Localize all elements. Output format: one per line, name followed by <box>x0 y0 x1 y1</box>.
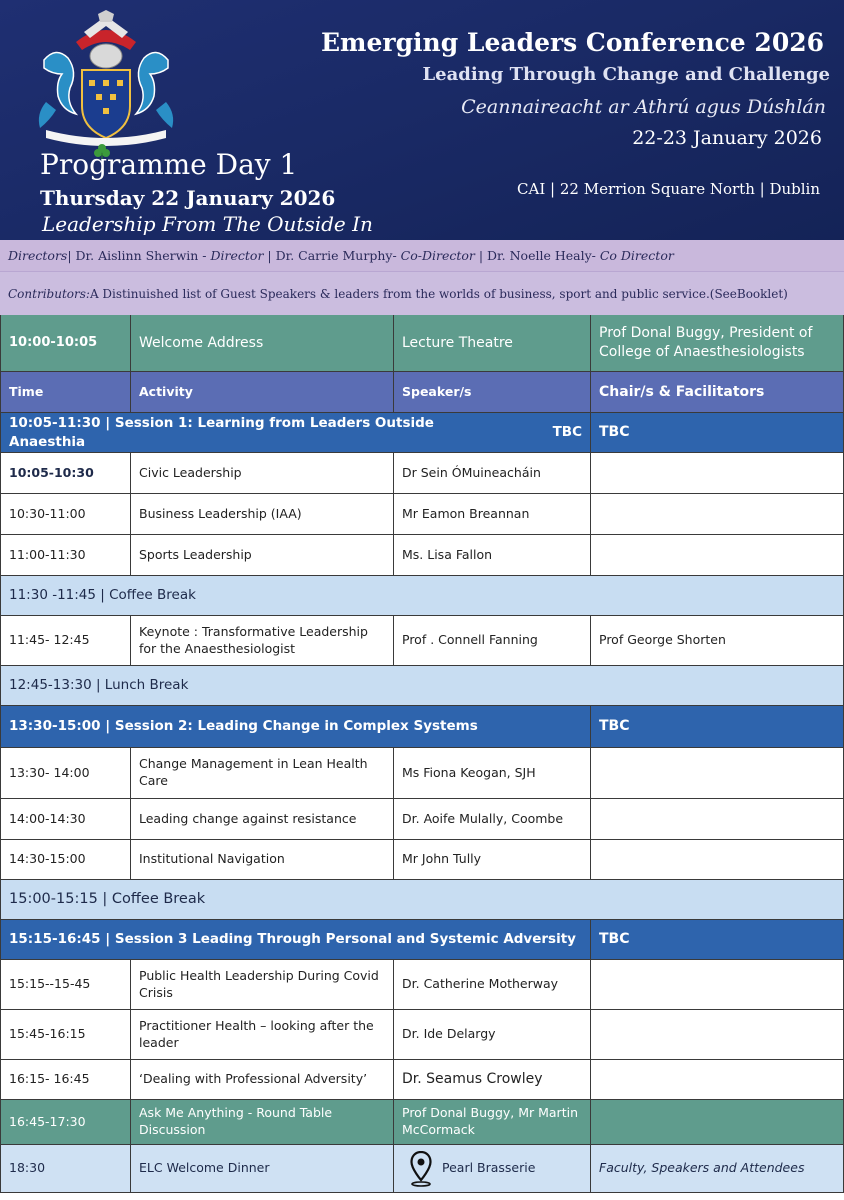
session-3-title: 15:15-16:45 | Session 3 Leading Through Personal and Systemic Adversity <box>0 920 591 960</box>
programme-title: Programme Day 1 <box>40 148 298 181</box>
row-activity: Keynote : Transformative Leadership for the Anaesthesiologist <box>131 616 394 666</box>
conference-dates: 22-23 January 2026 <box>632 127 822 149</box>
welcome-time: 10:00-10:05 <box>0 315 131 372</box>
row-speaker: Mr Eamon Breannan <box>394 494 591 535</box>
row-speaker: Dr. Seamus Crowley <box>394 1060 591 1100</box>
row-speaker: Prof Donal Buggy, Mr Martin McCormack <box>394 1100 591 1145</box>
row-time: 14:00-14:30 <box>0 799 131 840</box>
conference-irish-subtitle: Ceannaireacht ar Athrú agus Dúshlán <box>461 96 826 118</box>
session-2-chair: TBC <box>591 706 844 748</box>
dinner-venue: Pearl Brasserie <box>442 1160 536 1176</box>
row-activity: Practitioner Health – looking after the leader <box>131 1010 394 1060</box>
row-activity: ELC Welcome Dinner <box>131 1145 394 1193</box>
row-chair <box>591 799 844 840</box>
table-row <box>0 1060 844 1100</box>
row-time: 14:30-15:00 <box>0 840 131 880</box>
row-speaker: Ms Fiona Keogan, SJH <box>394 748 591 799</box>
director-1: Dr. Aislinn Sherwin - <box>71 248 211 263</box>
row-time: 18:30 <box>0 1145 131 1193</box>
programme-date: Thursday 22 January 2026 <box>40 186 336 210</box>
college-crest-icon <box>26 10 186 160</box>
director-3-role: Co Director <box>599 248 674 263</box>
session-1-title-text: 10:05-11:30 | Session 1: Learning from Leaders Outside Anaesthia <box>9 415 434 450</box>
coffee-break-2: 15:00-15:15 | Coffee Break <box>0 880 844 920</box>
session-1-title <box>0 413 591 453</box>
dinner-row <box>0 1145 844 1193</box>
lunch-break: 12:45-13:30 | Lunch Break <box>0 666 844 706</box>
director-3: | Dr. Noelle Healy- <box>474 248 600 263</box>
row-chair: Faculty, Speakers and Attendees <box>591 1145 844 1193</box>
table-row <box>0 494 844 535</box>
conference-subtitle: Leading Through Change and Challenge <box>422 64 830 85</box>
row-activity: Leading change against resistance <box>131 799 394 840</box>
welcome-activity: Welcome Address <box>131 315 394 372</box>
row-speaker: Dr. Catherine Motherway <box>394 960 591 1010</box>
session-2-title: 13:30-15:00 | Session 2: Leading Change in Complex Systems <box>0 706 591 748</box>
director-2-role: Co-Director <box>400 248 475 263</box>
welcome-location: Lecture Theatre <box>394 315 591 372</box>
row-speaker: Dr. Aoife Mulally, Coombe <box>394 799 591 840</box>
round-table-row <box>0 1100 844 1145</box>
director-2: | Dr. Carrie Murphy- <box>263 248 401 263</box>
row-speaker: Dr. Ide Delargy <box>394 1010 591 1060</box>
table-row <box>0 799 844 840</box>
directors-label: Directors| <box>8 248 72 263</box>
conference-title: Emerging Leaders Conference 2026 <box>320 28 824 57</box>
row-time: 13:30- 14:00 <box>0 748 131 799</box>
row-chair <box>591 494 844 535</box>
table-row <box>0 453 844 494</box>
welcome-row <box>0 315 844 372</box>
column-header-speaker: Speaker/s <box>394 372 591 413</box>
coffee-break-1: 11:30 -11:45 | Coffee Break <box>0 576 844 616</box>
row-chair <box>591 1100 844 1145</box>
contributors-label: Contributors: <box>8 287 90 301</box>
coffee-break-row <box>0 880 844 920</box>
programme-theme: Leadership From The Outside In <box>42 212 373 236</box>
row-activity: Business Leadership (IAA) <box>131 494 394 535</box>
session-1-chair: TBC <box>591 413 844 453</box>
row-activity: Sports Leadership <box>131 535 394 576</box>
session-2-header <box>0 706 844 748</box>
contributors-text: A Distinuished list of Guest Speakers & leaders from the worlds of business, sport and public service.(SeeBooklet) <box>89 287 788 301</box>
column-header-activity: Activity <box>131 372 394 413</box>
row-time: 15:45-16:15 <box>0 1010 131 1060</box>
row-chair: Prof George Shorten <box>591 616 844 666</box>
column-header-chair: Chair/s & Facilitators <box>591 372 844 413</box>
row-time: 16:45-17:30 <box>0 1100 131 1145</box>
row-chair <box>591 453 844 494</box>
row-time: 11:45- 12:45 <box>0 616 131 666</box>
row-time: 16:15- 16:45 <box>0 1060 131 1100</box>
row-chair <box>591 960 844 1010</box>
row-activity: Ask Me Anything - Round Table Discussion <box>131 1100 394 1145</box>
conference-venue: CAI | 22 Merrion Square North | Dublin <box>517 180 820 198</box>
row-time: 10:30-11:00 <box>0 494 131 535</box>
location-pin-icon <box>410 1151 432 1187</box>
row-speaker: Prof . Connell Fanning <box>394 616 591 666</box>
table-row <box>0 960 844 1010</box>
table-row <box>0 1010 844 1060</box>
row-chair <box>591 748 844 799</box>
session-1-header <box>0 413 844 453</box>
coffee-break-row <box>0 576 844 616</box>
row-venue <box>394 1145 591 1193</box>
session-3-header <box>0 920 844 960</box>
row-activity: Change Management in Lean Health Care <box>131 748 394 799</box>
row-chair <box>591 535 844 576</box>
row-time: 10:05-10:30 <box>0 453 131 494</box>
table-row <box>0 840 844 880</box>
session-1-speaker: TBC <box>552 424 582 441</box>
row-speaker: Mr John Tully <box>394 840 591 880</box>
header-banner <box>0 0 844 240</box>
row-time: 15:15--15-45 <box>0 960 131 1010</box>
table-row <box>0 616 844 666</box>
row-speaker: Ms. Lisa Fallon <box>394 535 591 576</box>
session-3-chair: TBC <box>591 920 844 960</box>
welcome-chair: Prof Donal Buggy, President of College of Anaesthesiologists <box>591 315 844 372</box>
lunch-break-row <box>0 666 844 706</box>
row-chair <box>591 1060 844 1100</box>
table-row <box>0 535 844 576</box>
contributors-bar <box>0 271 844 315</box>
row-activity: Institutional Navigation <box>131 840 394 880</box>
director-1-role: Director <box>210 248 264 263</box>
row-activity: Public Health Leadership During Covid Crisis <box>131 960 394 1010</box>
row-time: 11:00-11:30 <box>0 535 131 576</box>
directors-bar <box>0 240 844 271</box>
row-activity: Civic Leadership <box>131 453 394 494</box>
column-header-time: Time <box>0 372 131 413</box>
column-header-row <box>0 372 844 413</box>
table-row <box>0 748 844 799</box>
row-activity: ‘Dealing with Professional Adversity’ <box>131 1060 394 1100</box>
row-chair <box>591 840 844 880</box>
row-speaker: Dr Sein ÓMuineacháin <box>394 453 591 494</box>
row-chair <box>591 1010 844 1060</box>
